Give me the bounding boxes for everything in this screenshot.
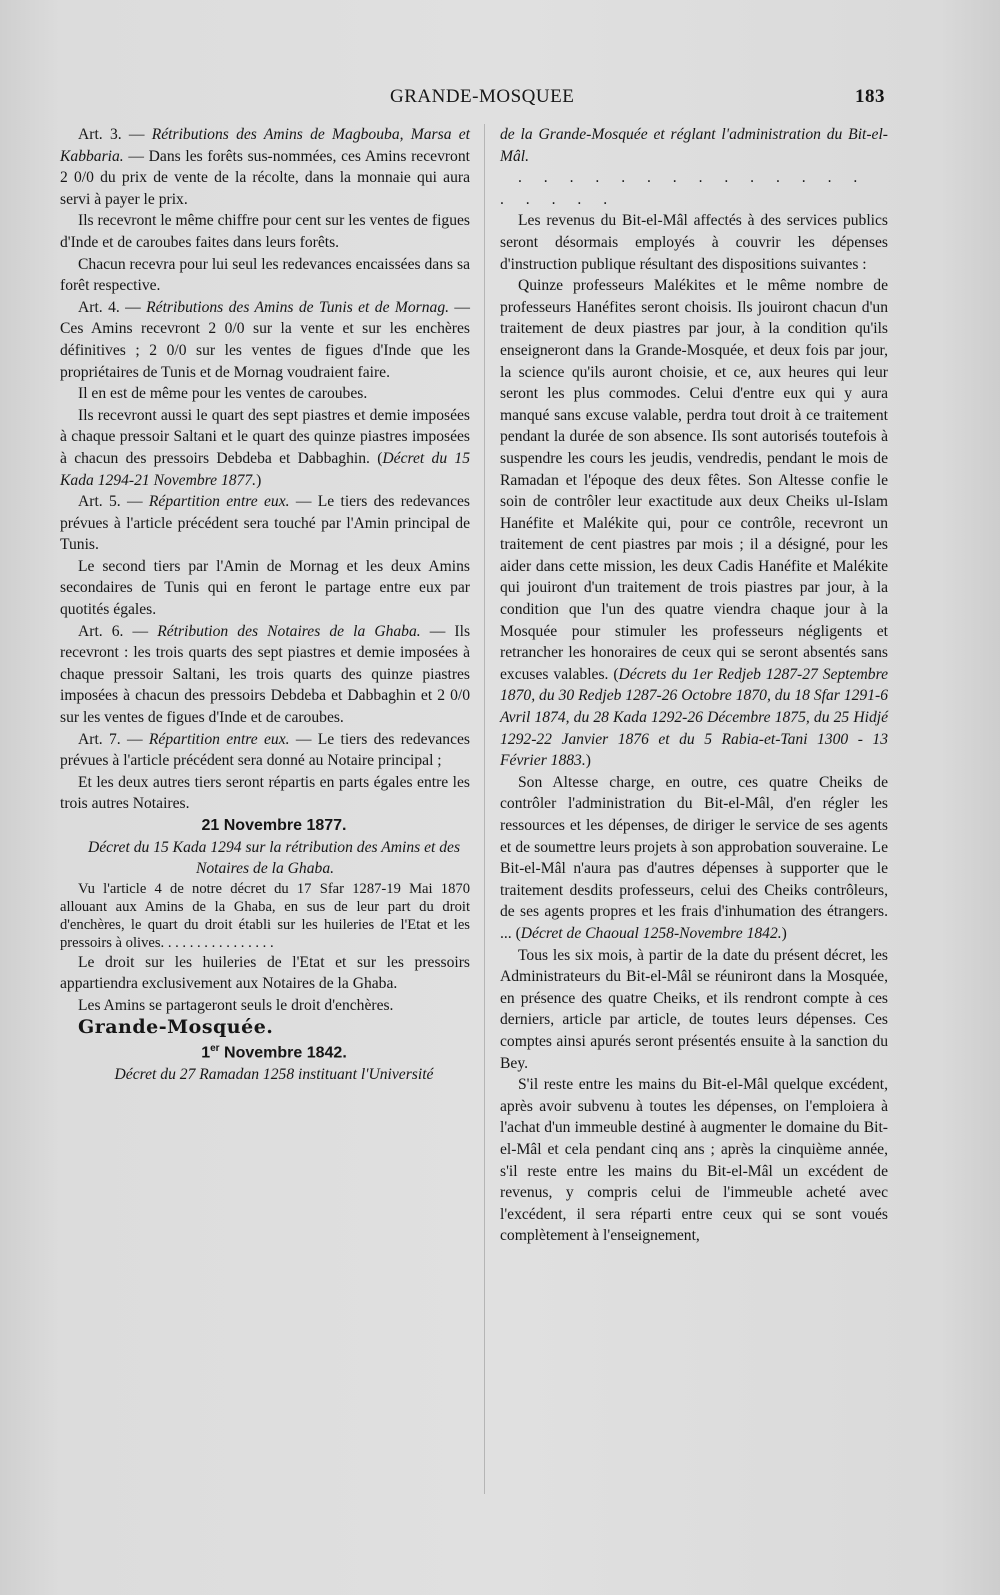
paragraph: Il en est de même pour les ventes de caroubes. (78, 385, 368, 403)
paragraph: Le droit sur les huileries de l'Etat et sur les pressoirs appartiendra exclusivement aux Notaires de la Ghaba. (60, 953, 470, 993)
running-title: GRANDE-MOSQUEE (390, 86, 575, 107)
date-heading: 21 Novembre 1877. (201, 817, 347, 834)
paragraph: Ils recevront le même chiffre pour cent sur les ventes de figues d'Inde et de caroubes faites dans leurs forêts. (60, 212, 470, 251)
paragraph: Tous les six mois, à partir de la date du présent décret, les Administrateurs du Bit-el-Mâl se réuniront dans la Mosquée, en présence des quatre Cheiks, et ils rendront compte à ces derniers, article par article, de toutes leurs dépenses. Ces comptes ainsi apurés seront présentés ensuite à la sanction du Bey. (500, 946, 888, 1072)
running-header (60, 86, 885, 114)
decree-reference: Décret de Chaoual 1258-Novembre 1842. (520, 924, 782, 942)
article-6-title: Rétribution des Notaires de la Ghaba. (157, 622, 421, 640)
paragraph: Et les deux autres tiers seront répartis en parts égales entre les trois autres Notaires. (60, 773, 470, 813)
article-7: Art. 7. — Répartition entre eux. — Le tiers des redevances prévues à l'article précédent sera donné au Notaire principal ; (60, 730, 470, 770)
decree-title: Décret du 15 Kada 1294 sur la rétribution des Amins et des Notaires de la Ghaba. (87, 838, 461, 878)
date-heading: 1er Novembre 1842. (201, 1043, 347, 1062)
article-3: Art. 3. — Rétributions des Amins de Magbouba, Marsa et Kabbaria. — Dans les forêts sus-nommées, ces Amins recevront 2 0/0 du prix de vente de la récolte, dans la monnaie qui aura servi à payer le prix. (60, 126, 470, 208)
paragraph: Le second tiers par l'Amin de Mornag et les deux Amins secondaires de Tunis qui en feront le partage entre eux par quotités égales. (60, 557, 470, 619)
left-column (60, 124, 470, 1086)
page-number: 183 (855, 86, 885, 107)
right-column (500, 124, 888, 1247)
article-4: Art. 4. — Rétributions des Amins de Tunis et de Mornag. — Ces Amins recevront 2 0/0 sur la vente et sur les enchères définitives ; 2 0/0 sur les ventes de figues d'Inde que les propriétaires de Tunis et de Mornag voudraient faire. (60, 298, 470, 381)
decree-title-continued: de la Grande-Mosquée et réglant l'administration du Bit-el-Mâl. (500, 126, 888, 165)
paragraph: Ils recevront aussi le quart des sept piastres et demie imposées à chaque pressoir Saltani et le quart des quinze piastres imposées à chacun des pressoirs Debdeba et Dabbaghin. (Décret du 15 Kada 1294-21 Novembre 1877.) (60, 406, 470, 489)
article-5: Art. 5. — Répartition entre eux. — Le tiers des redevances prévues à l'article précédent sera touché par l'Amin principal de Tunis. (60, 493, 470, 554)
article-3-title: Rétributions des Amins de Magbouba, Marsa et Kabbaria. (60, 126, 470, 165)
paragraph: Les revenus du Bit-el-Mâl affectés à des services publics seront désormais employés à couvrir les dépenses d'instruction publique résultant des dispositions suivantes : (500, 212, 888, 273)
section-title: Grande-Mosquée. (78, 1015, 274, 1038)
paragraph: Son Altesse charge, en outre, ces quatre Cheiks de contrôler l'administration du Bit-el-Mâl, d'en régler les ressources et les dépenses, de diriger le service de ses agents et de soumettre leurs projets à son approbation souveraine. Le Bit-el-Mâl n'aura pas d'autres dépenses à supporter que le traitement desdits professeurs, celui des Cheiks contrôleurs, de ses agents propres et les frais d'inhumation des étrangers. ... (Décret de Chaoual 1258-Novembre 1842.) (500, 773, 888, 942)
paragraph: S'il reste entre les mains du Bit-el-Mâl quelque excédent, après avoir subvenu à toutes les dépenses, on l'emploiera à l'achat d'un immeuble destiné à augmenter le domaine du Bit-el-Mâl et cela pendant cinq ans ; après la cinquième année, s'il reste entre les mains du Bit-el-Mâl un excédent de revenus, y compris celui de l'immeuble acheté avec l'excédent, il sera réparti entre ceux qui se sont voués complètement à l'enseignement, (500, 1076, 888, 1245)
ellipsis-line: . . . . . . . . . . . . . . . . . . . (500, 169, 867, 208)
column-divider (484, 124, 485, 1494)
article-5-title: Répartition entre eux. (148, 493, 290, 511)
decree-title: Décret du 27 Ramadan 1258 instituant l'Université (114, 1066, 434, 1084)
paragraph: Quinze professeurs Malékites et le même nombre de professeurs Hanéfites seront choisis. Ils jouiront chacun d'un traitement de deux piastres par jour, à la condition qu'ils enseigneront dans la Grande-Mosquée, et deux fois par jour, la science qu'ils auront choisie, et ce, aux heures qui leur seront les plus commodes. Celui d'entre eux qui y aura manqué sans excuse valable, perdra tout droit à ce traitement pendant la durée de son absence. Ils sont autorisés toutefois à suspendre les cours les jeudis, vendredis, pendant le mois de Ramadan et l'époque des deux fêtes. Son Altesse confie le soin de contrôler leur exactitude aux deux Cheiks ul-Islam Hanéfite et Malékite qui, pour ce contrôle, recevront un traitement de cent piastres par mois ; il a désigné, pour les aider dans cette mission, les deux Cadis Hanéfite et Malékite qui jouiront d'un traitement de trois piastres par jour, à la condition que l'un des quatre viendra chaque jour à la Mosquée pour stimuler les professeurs négligents et retrancher les honoraires de ceux qui se seront absentés sans excuses valables. (Décrets du 1er Redjeb 1287-27 Septembre 1870, du 30 Redjeb 1287-26 Octobre 1870, du 18 Sfar 1291-6 Avril 1874, du 28 Kada 1292-26 Décembre 1875, du 25 Hidjé 1292-22 Janvier 1876 et du 5 Rabia-et-Tani 1300 - 13 Février 1883.) (500, 277, 888, 770)
article-4-title: Rétributions des Amins de Tunis et de Mornag. (146, 298, 450, 316)
paragraph: Chacun recevra pour lui seul les redevances encaissées dans sa forêt respective. (60, 255, 470, 295)
decree-reference: Décrets du 1er Redjeb 1287-27 Septembre 1870, du 30 Redjeb 1287-26 Octobre 1870, du 18 Sfar 1291-6 Avril 1874, du 28 Kada 1292-26 Décembre 1875, du 25 Hidjé 1292-22 Janvier 1876 et du 5 Rabia-et-Tani 1300 - 13 Février 1883. (500, 665, 888, 770)
article-6: Art. 6. — Rétribution des Notaires de la Ghaba. — Ils recevront : les trois quarts des sept piastres et demie imposées à chaque pressoir Saltani, les trois quarts des quinze piastres imposées à chacun des pressoirs Debdeba et Dabbaghin et 2 0/0 sur les ventes de figues d'Inde et de caroubes. (60, 622, 471, 727)
paragraph: Vu l'article 4 de notre décret du 17 Sfar 1287-19 Mai 1870 allouant aux Amins de la Ghaba, en sus de leur part du droit d'enchères, le quart du droit établi sur les huileries de l'Etat et les pressoirs à olives. . . . . . . . . . . . . . . . (60, 880, 470, 951)
article-7-title: Répartition entre eux. (148, 730, 290, 748)
decree-reference: Décret du 15 Kada 1294-21 Novembre 1877. (60, 449, 470, 489)
paragraph: Les Amins se partageront seuls le droit d'enchères. (78, 996, 394, 1014)
